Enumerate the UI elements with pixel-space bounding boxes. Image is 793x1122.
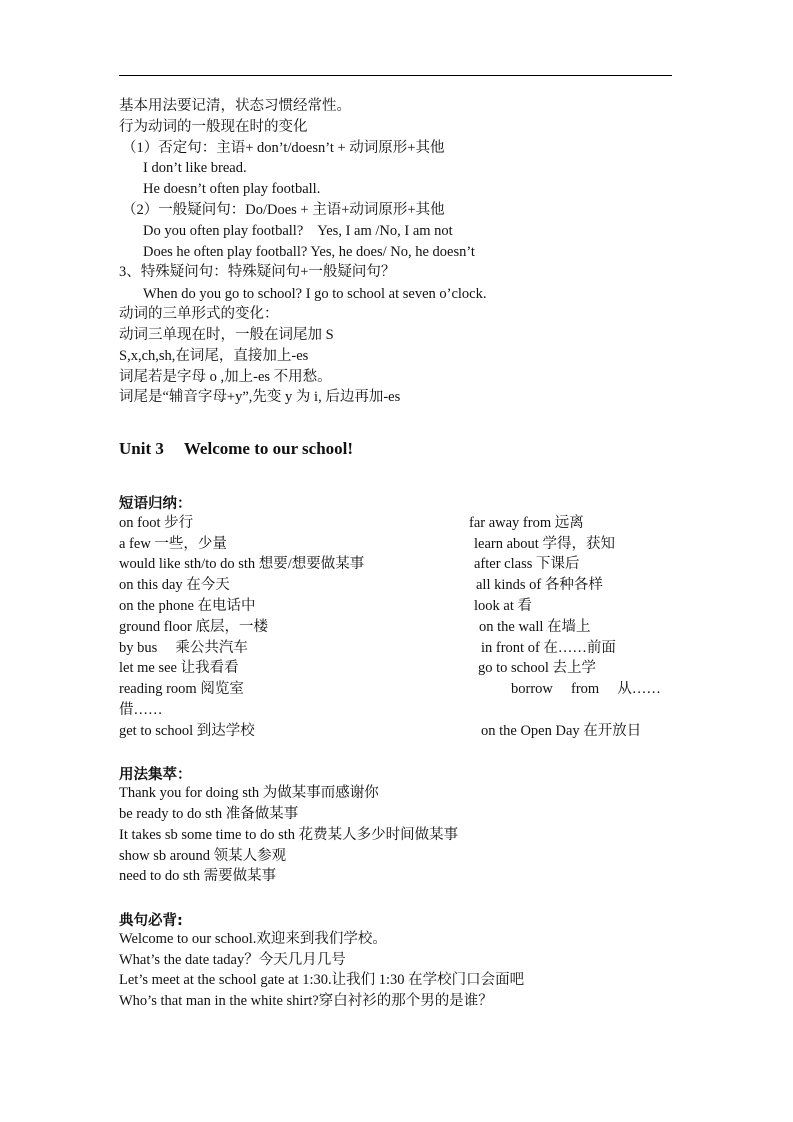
phrase-right: far away from 远离 bbox=[469, 515, 584, 531]
usage-item: need to do sth 需要做某事 bbox=[119, 868, 277, 884]
phrase-left: ground floor 底层，一楼 bbox=[119, 619, 269, 635]
usage-item: show sb around 领某人参观 bbox=[119, 848, 287, 864]
usage-item: It takes sb some time to do sth 花费某人多少时间做某事 bbox=[119, 827, 459, 843]
header-rule bbox=[119, 75, 672, 76]
phrase-left: reading room 阅览室 bbox=[119, 681, 244, 697]
grammar-line: 动词的三单形式的变化： bbox=[119, 306, 279, 322]
grammar-line: When do you go to school? I go to school at seven o’clock. bbox=[143, 286, 487, 302]
phrases-heading: 短语归纳： bbox=[119, 496, 192, 512]
unit-title: Welcome to our school! bbox=[183, 439, 354, 458]
sentence-item: Who’s that man in the white shirt?穿白衬衫的那个男的是谁？ bbox=[119, 993, 493, 1009]
phrase-right: all kinds of 各种各样 bbox=[476, 577, 603, 593]
usage-item: Thank you for doing sth 为做某事而感谢你 bbox=[119, 785, 379, 801]
grammar-line: 动词三单现在时，一般在词尾加 S bbox=[119, 327, 334, 343]
phrase-left: by bus 乘公共汽车 bbox=[119, 640, 248, 656]
phrase-right: learn about 学得，获知 bbox=[474, 536, 615, 552]
grammar-line: 词尾是“辅音字母+y”,先变 y 为 i, 后边再加-es bbox=[119, 389, 401, 405]
grammar-line: Do you often play football? Yes, I am /No, I am not bbox=[143, 223, 453, 239]
phrase-right: look at 看 bbox=[474, 598, 532, 614]
phrase-left: get to school 到达学校 bbox=[119, 723, 255, 739]
usage-item: be ready to do sth 准备做某事 bbox=[119, 806, 299, 822]
phrase-right: borrow from 从…… bbox=[511, 681, 661, 697]
sentences-heading: 典句必背: bbox=[119, 913, 183, 929]
phrase-right: after class 下课后 bbox=[474, 556, 580, 572]
grammar-line: 词尾若是字母 o ,加上-es 不用愁。 bbox=[119, 369, 332, 385]
unit-heading bbox=[119, 439, 353, 459]
grammar-line: 行为动词的一般现在时的变化 bbox=[119, 119, 308, 135]
phrase-left: on foot 步行 bbox=[119, 515, 194, 531]
sentence-item: Let’s meet at the school gate at 1:30.让我们 1:30 在学校门口会面吧 bbox=[119, 972, 525, 988]
phrase-left-continuation: 借…… bbox=[119, 702, 163, 718]
phrase-left: let me see 让我看看 bbox=[119, 660, 239, 676]
phrase-right: in front of 在……前面 bbox=[481, 640, 616, 656]
grammar-line: 3、特殊疑问句：特殊疑问句+一般疑问句？ bbox=[119, 264, 396, 280]
phrase-right: on the Open Day 在开放日 bbox=[481, 723, 642, 739]
grammar-line: （1）否定句：主语+ don’t/doesn’t + 动词原形+其他 bbox=[122, 140, 445, 156]
phrase-right: on the wall 在墙上 bbox=[479, 619, 591, 635]
grammar-line: Does he often play football? Yes, he does/ No, he doesn’t bbox=[143, 244, 475, 260]
sentence-item: Welcome to our school.欢迎来到我们学校。 bbox=[119, 931, 387, 947]
grammar-line: He doesn’t often play football. bbox=[143, 181, 321, 197]
grammar-line: I don’t like bread. bbox=[143, 160, 247, 176]
grammar-line: 基本用法要记清，状态习惯经常性。 bbox=[119, 98, 351, 114]
phrase-left: on the phone 在电话中 bbox=[119, 598, 256, 614]
phrase-left: on this day 在今天 bbox=[119, 577, 230, 593]
sentence-item: What’s the date taday？今天几月几号 bbox=[119, 952, 346, 968]
grammar-line: S,x,ch,sh,在词尾，直接加上-es bbox=[119, 348, 309, 364]
phrase-right: go to school 去上学 bbox=[478, 660, 597, 676]
unit-number: Unit 3 bbox=[119, 439, 164, 458]
phrase-left: would like sth/to do sth 想要/想要做某事 bbox=[119, 556, 365, 572]
grammar-line: （2）一般疑问句：Do/Does + 主语+动词原形+其他 bbox=[122, 202, 445, 218]
phrase-left: a few 一些，少量 bbox=[119, 536, 227, 552]
usage-heading: 用法集萃： bbox=[119, 767, 192, 783]
